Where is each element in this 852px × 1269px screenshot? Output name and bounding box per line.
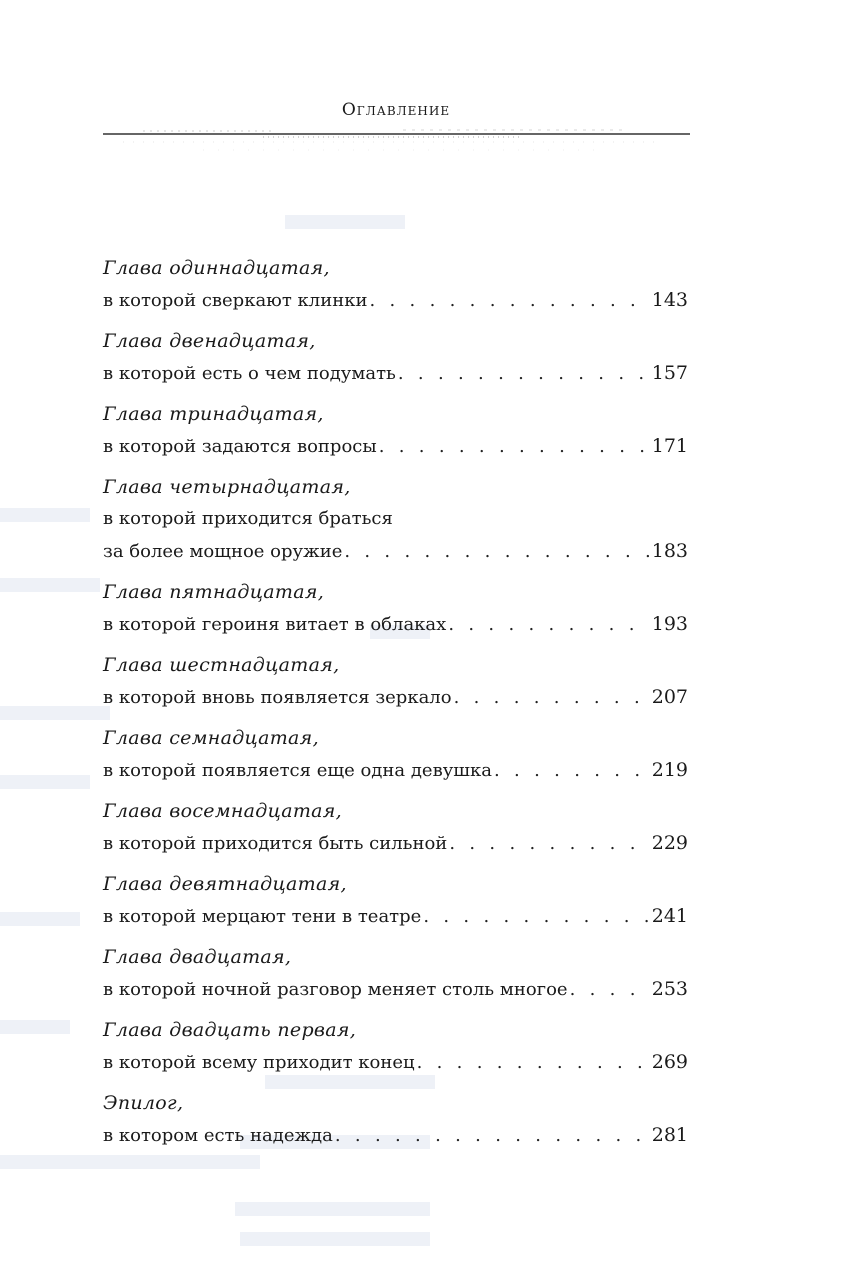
toc-line bbox=[103, 357, 688, 390]
toc-line bbox=[103, 973, 688, 1006]
toc-entry bbox=[103, 723, 688, 787]
toc-description: в которой сверкают клинки bbox=[103, 290, 368, 311]
toc-page-number: 171 bbox=[651, 435, 688, 457]
toc-description: в которой ночной разговор меняет столь многое bbox=[103, 979, 568, 1000]
dot-leader bbox=[344, 535, 649, 568]
toc-entry bbox=[103, 796, 688, 860]
toc-page-number: 281 bbox=[651, 1124, 688, 1146]
toc-chapter-title: Эпилог, bbox=[103, 1092, 184, 1114]
toc-chapter-title: Глава шестнадцатая, bbox=[103, 654, 340, 676]
toc-chapter-title: Глава четырнадцатая, bbox=[103, 476, 351, 498]
toc-line bbox=[103, 284, 688, 317]
dot-leader bbox=[449, 827, 649, 860]
toc-description: в которой задаются вопросы bbox=[103, 436, 377, 457]
toc-chapter-title: Глава тринадцатая, bbox=[103, 403, 324, 425]
table-of-contents bbox=[103, 253, 688, 1161]
toc-description: в которой есть о чем подумать bbox=[103, 363, 396, 384]
toc-description: в которой приходится быть сильной bbox=[103, 833, 448, 854]
toc-description: в которой мерцают тени в театре bbox=[103, 906, 422, 927]
toc-chapter-title: Глава восемнадцатая, bbox=[103, 800, 343, 822]
toc-page-number: 269 bbox=[651, 1051, 688, 1073]
toc-page-number: 253 bbox=[651, 978, 688, 1000]
toc-entry bbox=[103, 577, 688, 641]
dot-leader bbox=[398, 357, 650, 390]
toc-line bbox=[103, 681, 688, 714]
toc-entry bbox=[103, 650, 688, 714]
toc-entry bbox=[103, 326, 688, 390]
toc-description: в которой приходится браться bbox=[103, 508, 393, 529]
toc-description: в которой всему приходит конец bbox=[103, 1052, 415, 1073]
toc-chapter-title: Глава двадцать первая, bbox=[103, 1019, 357, 1041]
toc-entry bbox=[103, 253, 688, 317]
toc-page-number: 229 bbox=[651, 832, 688, 854]
dot-leader bbox=[379, 430, 650, 463]
toc-line bbox=[103, 900, 688, 933]
toc-chapter-title: Глава пятнадцатая, bbox=[103, 581, 325, 603]
toc-entry bbox=[103, 472, 688, 568]
header-divider bbox=[103, 120, 690, 160]
toc-entry bbox=[103, 869, 688, 933]
toc-chapter-title: Глава двадцатая, bbox=[103, 946, 292, 968]
toc-line bbox=[103, 608, 688, 641]
dot-leader bbox=[494, 754, 650, 787]
dot-leader bbox=[448, 608, 649, 641]
dot-leader bbox=[335, 1119, 650, 1152]
toc-description: в котором есть надежда bbox=[103, 1125, 333, 1146]
toc-chapter-title: Глава одиннадцатая, bbox=[103, 257, 330, 279]
toc-entry bbox=[103, 1088, 688, 1152]
toc-description: в которой вновь появляется зеркало bbox=[103, 687, 452, 708]
dot-leader bbox=[417, 1046, 650, 1079]
toc-line bbox=[103, 1046, 688, 1079]
toc-page-number: 219 bbox=[651, 759, 688, 781]
toc-line bbox=[103, 535, 688, 568]
toc-chapter-title: Глава семнадцатая, bbox=[103, 727, 319, 749]
toc-page-number: 241 bbox=[651, 905, 688, 927]
toc-line bbox=[103, 827, 688, 860]
toc-entry bbox=[103, 942, 688, 1006]
dot-leader bbox=[423, 900, 649, 933]
toc-line bbox=[103, 1119, 688, 1152]
dot-leader bbox=[454, 681, 650, 714]
toc-chapter-title: Глава девятнадцатая, bbox=[103, 873, 347, 895]
toc-page-number: 157 bbox=[651, 362, 688, 384]
toc-line bbox=[103, 754, 688, 787]
toc-page-number: 143 bbox=[651, 289, 688, 311]
toc-entry bbox=[103, 399, 688, 463]
toc-description: за более мощное оружие bbox=[103, 541, 343, 562]
toc-page-number: 183 bbox=[651, 540, 688, 562]
toc-page-number: 193 bbox=[651, 613, 688, 635]
toc-chapter-title: Глава двенадцатая, bbox=[103, 330, 316, 352]
toc-description: в которой героиня витает в облаках bbox=[103, 614, 447, 635]
toc-page-number: 207 bbox=[651, 686, 688, 708]
toc-description: в которой появляется еще одна девушка bbox=[103, 760, 493, 781]
toc-entry bbox=[103, 1015, 688, 1079]
toc-line bbox=[103, 430, 688, 463]
page-title: Оглавление bbox=[341, 100, 451, 120]
dot-leader bbox=[570, 973, 650, 1006]
dot-leader bbox=[369, 284, 649, 317]
